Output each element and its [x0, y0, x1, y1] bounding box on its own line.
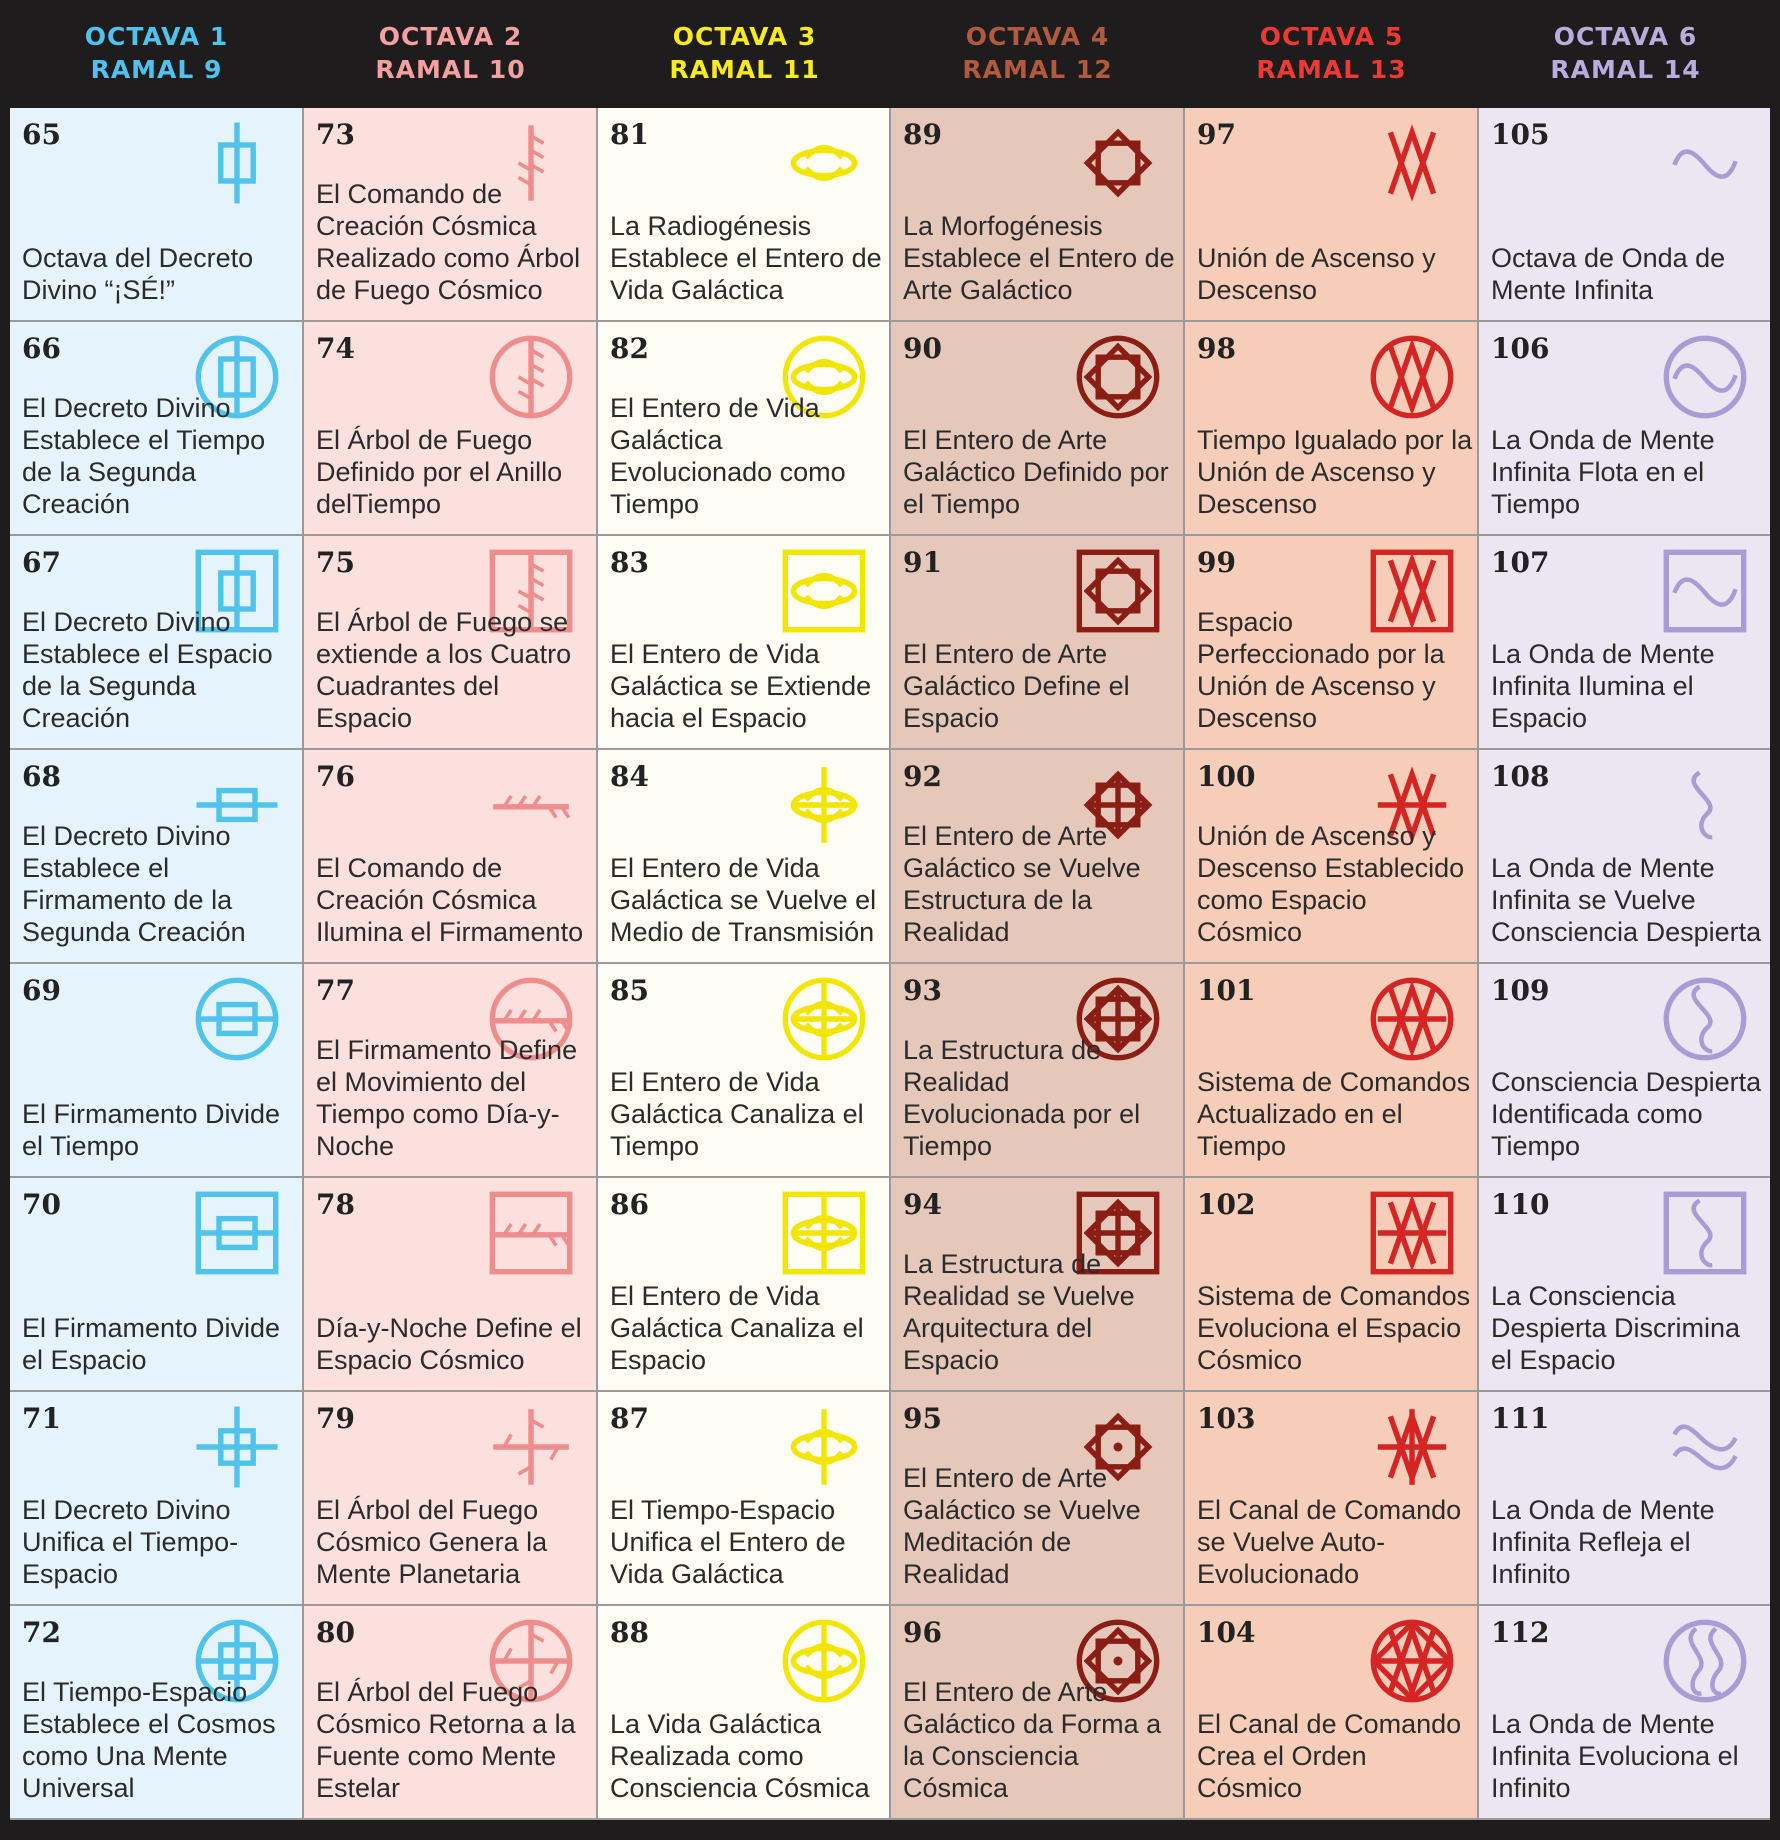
- code-cell: [1479, 322, 1770, 534]
- firmament-space-icon: [192, 1188, 282, 1278]
- code-number: 107: [1491, 546, 1550, 579]
- code-number: 101: [1197, 974, 1256, 1007]
- code-cell: [1185, 1392, 1477, 1604]
- code-description: El Canal de Comando se Vuelve Auto-Evolucionado: [1197, 1495, 1462, 1589]
- code-number: 75: [316, 546, 355, 579]
- code-description: El Entero de Arte Galáctico da Forma a la Consciencia Cósmica: [903, 1677, 1162, 1803]
- code-cell: [304, 1178, 596, 1390]
- octave-column-2: [304, 108, 596, 1820]
- code-number: 84: [610, 760, 649, 793]
- column-header-1: [10, 20, 303, 86]
- code-description: El Firmamento Define el Movimiento del Tiempo como Día-y-Noche: [316, 1035, 578, 1161]
- code-description: Consciencia Despierta Identificada como Tiempo: [1491, 1067, 1762, 1161]
- code-description: El Árbol de Fuego Definido por el Anillo delTiempo: [316, 425, 563, 519]
- code-number: 96: [903, 1616, 942, 1649]
- column-header-3: [598, 20, 891, 86]
- code-number: 97: [1197, 118, 1236, 151]
- code-description: El Tiempo-Espacio Unifica el Entero de Vida Galáctica: [610, 1495, 846, 1589]
- code-description: Sistema de Comandos Evoluciona el Espacio Cósmico: [1197, 1281, 1471, 1375]
- column-header-2: [304, 20, 597, 86]
- code-description: El Tiempo-Espacio Establece el Cosmos como Una Mente Universal: [22, 1677, 276, 1803]
- code-number: 109: [1491, 974, 1550, 1007]
- ramal-label: RAMAL 13: [1256, 55, 1407, 84]
- code-cell: [1479, 1606, 1770, 1818]
- code-cell: [10, 322, 302, 534]
- code-description: El Comando de Creación Cósmica Ilumina el Firmamento: [316, 853, 584, 947]
- code-cell: [10, 1178, 302, 1390]
- code-cell: [1185, 108, 1477, 320]
- galactic-life-channel-space-icon: [779, 1188, 869, 1278]
- code-cell: [10, 1606, 302, 1818]
- octave-label: OCTAVA 1: [84, 22, 229, 51]
- code-cell: [1479, 1178, 1770, 1390]
- code-cell: [304, 750, 596, 962]
- command-system-time-icon: [1367, 974, 1457, 1064]
- code-number: 69: [22, 974, 61, 1007]
- code-description: El Canal de Comando Crea el Orden Cósmico: [1197, 1709, 1462, 1803]
- ascent-descent-time-icon: [1367, 332, 1457, 422]
- ramal-label: RAMAL 10: [375, 55, 526, 84]
- code-number: 74: [316, 332, 355, 365]
- octave-label: OCTAVA 3: [672, 22, 817, 51]
- code-number: 82: [610, 332, 649, 365]
- code-number: 92: [903, 760, 942, 793]
- code-number: 72: [22, 1616, 61, 1649]
- code-number: 73: [316, 118, 355, 151]
- code-description: Día-y-Noche Define el Espacio Cósmico: [316, 1313, 582, 1375]
- code-number: 99: [1197, 546, 1236, 579]
- ascent-descent-icon: [1367, 118, 1457, 208]
- mind-wave-reflect-icon: [1660, 1402, 1750, 1492]
- code-cell: [1479, 536, 1770, 748]
- code-description: El Entero de Arte Galáctico se Vuelve Meditación de Realidad: [903, 1463, 1141, 1589]
- code-number: 76: [316, 760, 355, 793]
- cosmic-command-firmament-icon: [486, 760, 576, 850]
- code-description: La Onda de Mente Infinita Ilumina el Espacio: [1491, 639, 1715, 733]
- code-cell: [598, 1178, 889, 1390]
- code-number: 93: [903, 974, 942, 1007]
- code-description: Octava de Onda de Mente Infinita: [1491, 243, 1726, 305]
- code-number: 100: [1197, 760, 1256, 793]
- code-cell: [1479, 108, 1770, 320]
- time-space-unify-icon: [779, 1402, 869, 1492]
- code-description: El Árbol del Fuego Cósmico Retorna a la Fuente como Mente Estelar: [316, 1677, 576, 1803]
- mind-wave-evolve-icon: [1660, 1616, 1750, 1706]
- code-number: 104: [1197, 1616, 1256, 1649]
- code-number: 106: [1491, 332, 1550, 365]
- code-cell: [891, 1606, 1183, 1818]
- column-header-bar: [0, 0, 1780, 108]
- code-cell: [891, 108, 1183, 320]
- column-header-5: [1185, 20, 1478, 86]
- code-description: La Morfogénesis Establece el Entero de Arte Galáctico: [903, 211, 1175, 305]
- code-description: Octava del Decreto Divino “¡SÉ!”: [22, 243, 254, 305]
- code-description: La Estructura de Realidad se Vuelve Arquitectura del Espacio: [903, 1249, 1135, 1375]
- code-number: 102: [1197, 1188, 1256, 1221]
- code-number: 98: [1197, 332, 1236, 365]
- mind-wave-space-icon: [1660, 546, 1750, 636]
- octave-label: OCTAVA 4: [965, 22, 1110, 51]
- code-cell: [598, 108, 889, 320]
- code-cell: [10, 536, 302, 748]
- code-cell: [598, 1392, 889, 1604]
- code-number: 70: [22, 1188, 61, 1221]
- code-cell: [1185, 1606, 1477, 1818]
- code-number: 103: [1197, 1402, 1256, 1435]
- code-cell: [1479, 964, 1770, 1176]
- code-description: La Estructura de Realidad Evolucionada por el Tiempo: [903, 1035, 1141, 1161]
- code-description: El Entero de Vida Galáctica se Vuelve el Medio de Transmisión: [610, 853, 877, 947]
- divine-decree-cross-icon: [192, 1402, 282, 1492]
- code-number: 81: [610, 118, 649, 151]
- code-number: 78: [316, 1188, 355, 1221]
- code-number: 67: [22, 546, 61, 579]
- code-cell: [304, 536, 596, 748]
- code-cell: [1185, 964, 1477, 1176]
- code-number: 68: [22, 760, 61, 793]
- code-cell: [891, 1178, 1183, 1390]
- code-description: El Entero de Vida Galáctica Canaliza el Espacio: [610, 1281, 864, 1375]
- code-description: El Árbol del Fuego Cósmico Genera la Mente Planetaria: [316, 1495, 548, 1589]
- ramal-label: RAMAL 11: [669, 55, 820, 84]
- code-number: 91: [903, 546, 942, 579]
- code-number: 66: [22, 332, 61, 365]
- code-number: 110: [1491, 1188, 1550, 1221]
- code-cell: [891, 1392, 1183, 1604]
- octave-column-5: [1185, 108, 1477, 1820]
- galactic-art-space-icon: [1073, 546, 1163, 636]
- code-cell: [10, 1392, 302, 1604]
- ramal-label: RAMAL 9: [90, 55, 223, 84]
- galactic-life-space-icon: [779, 546, 869, 636]
- code-number: 85: [610, 974, 649, 1007]
- transmission-medium-icon: [779, 760, 869, 850]
- code-number: 105: [1491, 118, 1550, 151]
- code-cell: [598, 322, 889, 534]
- code-number: 108: [1491, 760, 1550, 793]
- day-night-space-icon: [486, 1188, 576, 1278]
- ramal-label: RAMAL 14: [1550, 55, 1701, 84]
- code-cell: [1185, 1178, 1477, 1390]
- code-number: 65: [22, 118, 61, 151]
- code-description: El Firmamento Divide el Espacio: [22, 1313, 281, 1375]
- code-cell: [1185, 750, 1477, 962]
- code-description: El Entero de Vida Galáctica Canaliza el Tiempo: [610, 1067, 864, 1161]
- code-cell: [304, 1392, 596, 1604]
- code-cell: [598, 750, 889, 962]
- ramal-label: RAMAL 12: [962, 55, 1113, 84]
- code-description: El Decreto Divino Establece el Firmamento de la Segunda Creación: [22, 821, 246, 947]
- code-description: El Decreto Divino Establece el Tiempo de la Segunda Creación: [22, 393, 266, 519]
- code-cell: [304, 108, 596, 320]
- code-description: El Decreto Divino Establece el Espacio de la Segunda Creación: [22, 607, 273, 733]
- code-number: 95: [903, 1402, 942, 1435]
- awakened-consciousness-time-icon: [1660, 974, 1750, 1064]
- octave-column-1: [10, 108, 302, 1820]
- code-description: La Onda de Mente Infinita Evoluciona el Infinito: [1491, 1709, 1739, 1803]
- octave-label: OCTAVA 6: [1553, 22, 1698, 51]
- code-cell: [891, 750, 1183, 962]
- code-cell: [891, 964, 1183, 1176]
- octave-column-4: [891, 108, 1183, 1820]
- code-description: La Consciencia Despierta Discrimina el Espacio: [1491, 1281, 1741, 1375]
- awakened-consciousness-icon: [1660, 760, 1750, 850]
- code-description: El Entero de Vida Galáctica se Extiende hacia el Espacio: [610, 639, 872, 733]
- code-description: El Decreto Divino Unifica el Tiempo-Espacio: [22, 1495, 239, 1589]
- code-number: 71: [22, 1402, 61, 1435]
- infinite-mind-wave-icon: [1660, 118, 1750, 208]
- code-number: 88: [610, 1616, 649, 1649]
- code-number: 83: [610, 546, 649, 579]
- code-cell: [304, 322, 596, 534]
- cosmic-consciousness-icon: [779, 1616, 869, 1706]
- code-description: El Entero de Arte Galáctico Definido por el Tiempo: [903, 425, 1169, 519]
- code-cell: [10, 964, 302, 1176]
- code-description: Tiempo Igualado por la Unión de Ascenso y Descenso: [1197, 425, 1473, 519]
- octave-grid: [10, 108, 1770, 1820]
- cosmic-order-icon: [1367, 1616, 1457, 1706]
- code-cell: [1479, 750, 1770, 962]
- code-number: 79: [316, 1402, 355, 1435]
- code-cell: [598, 536, 889, 748]
- code-description: El Entero de Vida Galáctica Evolucionado como Tiempo: [610, 393, 846, 519]
- galactic-art-time-icon: [1073, 332, 1163, 422]
- code-number: 111: [1491, 1402, 1550, 1435]
- octave-label: OCTAVA 2: [378, 22, 523, 51]
- code-cell: [10, 750, 302, 962]
- octave-column-3: [598, 108, 889, 1820]
- code-description: Unión de Ascenso y Descenso Establecido como Espacio Cósmico: [1197, 821, 1465, 947]
- code-description: La Onda de Mente Infinita se Vuelve Consciencia Despierta: [1491, 853, 1762, 947]
- code-cell: [10, 108, 302, 320]
- code-description: El Árbol de Fuego se extiende a los Cuatro Cuadrantes del Espacio: [316, 607, 572, 733]
- awakened-consciousness-space-icon: [1660, 1188, 1750, 1278]
- code-number: 77: [316, 974, 355, 1007]
- code-number: 86: [610, 1188, 649, 1221]
- code-description: La Vida Galáctica Realizada como Consciencia Cósmica: [610, 1709, 870, 1803]
- planetary-mind-icon: [486, 1402, 576, 1492]
- command-channel-icon: [1367, 1402, 1457, 1492]
- column-header-6: [1479, 20, 1772, 86]
- code-description: El Firmamento Divide el Tiempo: [22, 1099, 281, 1161]
- code-cell: [598, 1606, 889, 1818]
- code-description: El Entero de Arte Galáctico Define el Espacio: [903, 639, 1130, 733]
- code-cell: [304, 964, 596, 1176]
- octave-divine-decree-icon: [192, 118, 282, 208]
- firmament-time-icon: [192, 974, 282, 1064]
- mind-wave-time-icon: [1660, 332, 1750, 422]
- code-description: La Radiogénesis Establece el Entero de Vida Galáctica: [610, 211, 882, 305]
- code-cell: [598, 964, 889, 1176]
- code-cell: [1185, 536, 1477, 748]
- code-description: La Onda de Mente Infinita Refleja el Infinito: [1491, 1495, 1715, 1589]
- code-number: 94: [903, 1188, 942, 1221]
- code-number: 80: [316, 1616, 355, 1649]
- galactic-life-channel-time-icon: [779, 974, 869, 1064]
- code-cell: [1185, 322, 1477, 534]
- command-system-space-icon: [1367, 1188, 1457, 1278]
- code-description: El Comando de Creación Cósmica Realizado como Árbol de Fuego Cósmico: [316, 179, 581, 305]
- code-number: 112: [1491, 1616, 1550, 1649]
- radiogenesis-icon: [779, 118, 869, 208]
- code-description: Espacio Perfeccionado por la Unión de Ascenso y Descenso: [1197, 607, 1445, 733]
- code-cell: [891, 536, 1183, 748]
- code-description: El Entero de Arte Galáctico se Vuelve Estructura de la Realidad: [903, 821, 1141, 947]
- code-cell: [1479, 1392, 1770, 1604]
- code-cell: [891, 322, 1183, 534]
- code-cell: [304, 1606, 596, 1818]
- column-header-4: [891, 20, 1184, 86]
- code-number: 87: [610, 1402, 649, 1435]
- octave-column-6: [1479, 108, 1770, 1820]
- morphogenesis-icon: [1073, 118, 1163, 208]
- octave-label: OCTAVA 5: [1259, 22, 1404, 51]
- code-description: La Onda de Mente Infinita Flota en el Tiempo: [1491, 425, 1715, 519]
- code-description: Unión de Ascenso y Descenso: [1197, 243, 1436, 305]
- fire-tree-ring-icon: [486, 332, 576, 422]
- code-description: Sistema de Comandos Actualizado en el Tiempo: [1197, 1067, 1471, 1161]
- code-number: 90: [903, 332, 942, 365]
- code-number: 89: [903, 118, 942, 151]
